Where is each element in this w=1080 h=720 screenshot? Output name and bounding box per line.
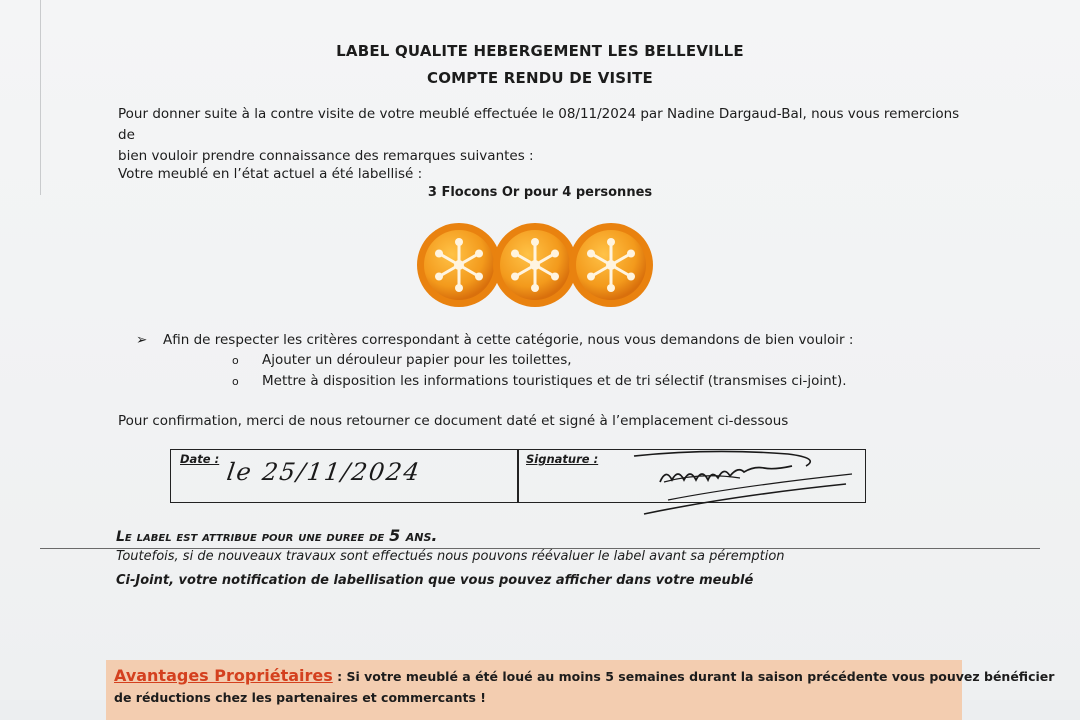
date-label: Date : (180, 452, 220, 466)
avantages-line-1 (114, 666, 1054, 685)
document-title: LABEL QUALITE HEBERGEMENT LES BELLEVILLE (336, 42, 744, 60)
page-crease (40, 0, 41, 195)
handwritten-date: le 25/11/2024 (225, 458, 423, 486)
attachment-note: Ci-Joint, votre notification de labellisation que vous pouvez afficher dans votre meublé (116, 573, 754, 588)
list-item-text: Ajouter un dérouleur papier pour les toilettes, (262, 352, 572, 368)
arrow-bullet-icon: ➢ (136, 332, 148, 348)
intro-line-2: bien vouloir prendre connaissance des remarques suivantes : (118, 148, 534, 164)
avantages-box (106, 660, 1055, 720)
intro-line-1: Pour donner suite à la contre visite de votre meublé effectuée le 08/11/2024 par Nadine Dargaud-Bal, nous vous remercions de (118, 106, 960, 143)
snowflake-medal-icon (492, 222, 578, 308)
snowflake-medal-icon (568, 222, 654, 308)
flocon-medals (416, 222, 656, 314)
avantages-text: : Si votre meublé a été loué au moins 5 semaines durant la saison précédente vous pouvez bénéficier (332, 669, 1055, 684)
avantages-line-2: de réductions chez les partenaires et commercants ! (114, 690, 486, 705)
list-item (232, 352, 572, 368)
list-item-text: Mettre à disposition les informations touristiques et de tri sélectif (transmises ci-joint). (262, 373, 847, 389)
requirements-bullet (136, 332, 853, 348)
bullet-text: Afin de respecter les critères correspondant à cette catégorie, nous vous demandons de bien vouloir : (163, 332, 854, 348)
document-subtitle: COMPTE RENDU DE VISITE (427, 69, 653, 87)
list-item (232, 373, 847, 389)
label-duration-value: 5 ans. (389, 526, 438, 545)
avantages-title: Avantages Propriétaires (114, 666, 333, 685)
rating-text: 3 Flocons Or pour 4 personnes (427, 185, 653, 200)
handwritten-signature (620, 446, 870, 520)
reevaluation-note: Toutefois, si de nouveaux travaux sont effectués nous pouvons réévaluer le label avant sa péremption (116, 549, 785, 564)
circle-bullet-icon: o (232, 375, 239, 388)
table-divider (517, 450, 519, 502)
intro-paragraph (118, 104, 968, 167)
label-duration-note (116, 526, 438, 545)
label-duration-text: Le label est attribue pour une duree de (116, 529, 390, 545)
circle-bullet-icon: o (232, 354, 239, 367)
snowflake-medal-icon (416, 222, 502, 308)
label-state-text: Votre meublé en l’état actuel a été labellisé : (118, 166, 423, 182)
confirmation-text: Pour confirmation, merci de nous retourner ce document daté et signé à l’emplacement ci-dessous (118, 413, 789, 429)
signature-label: Signature : (526, 452, 599, 466)
